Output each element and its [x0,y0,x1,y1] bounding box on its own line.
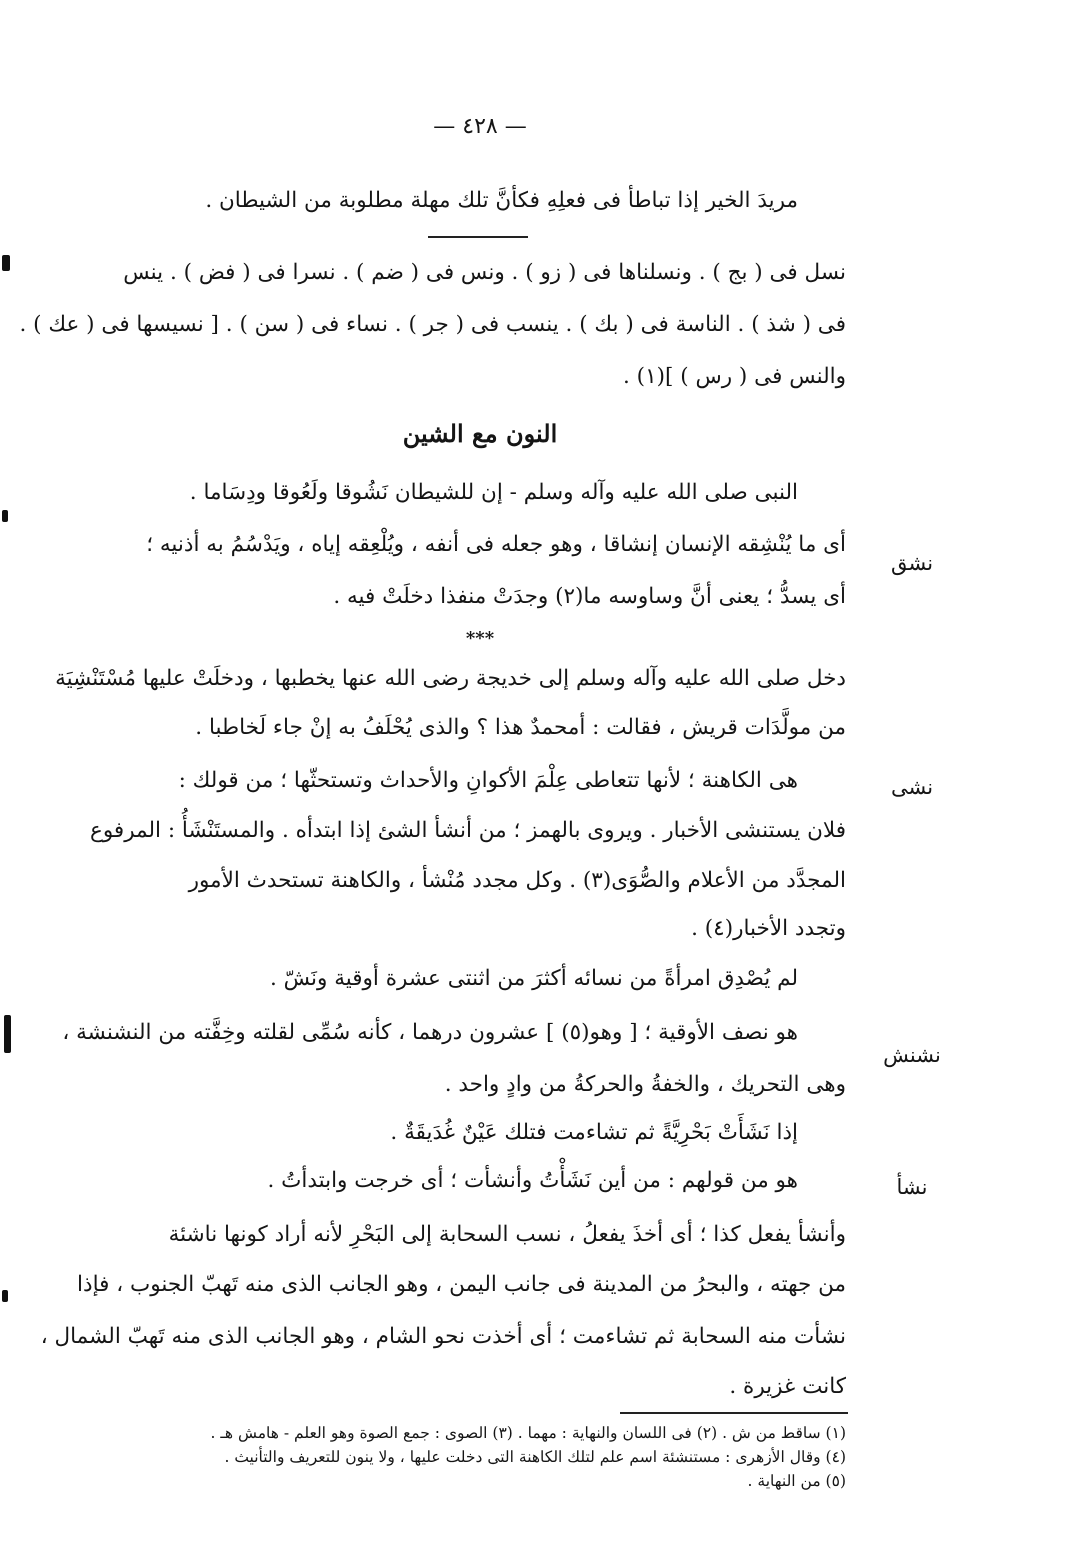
cross-ref-line: نسل فى ( بج ) . ونسلناها فى ( زو ) . ونس فى ( ضم ) . نسرا فى ( فض ) . ينس [123,260,846,285]
explanation-line: وهى التحريك ، والخفةُ والحركةُ من وادٍ واحد . [444,1072,846,1097]
cross-ref-line: والنس فى ( رس ) ](١) . [623,364,846,389]
hadith-text: من مولَّدَات قريش ، فقالت : أمحمدٌ هذا ؟ والذى يُحْلَفُ به إنْ جاء لَخاطبا . [195,715,846,740]
hadith-text: النبى صلى الله عليه وآله وسلم - إن للشيطان نَشُوقا ولَعُوقا ودِسَاما . [189,480,798,505]
footnote-rule [620,1412,848,1414]
margin-headword: نشأ [896,1175,928,1199]
scan-mark [2,255,10,271]
explanation-line: هو نصف الأوقية ؛ [ وهو(٥) ] عشرون درهما ، كأنه سُمِّى لقلته وخِفَّته من النشنشة ، [62,1020,798,1045]
explanation-line: المجدَّد من الأعلام والصُّوَى(٣) . وكل مجدد مُنْشأ ، والكاهنة تستحدث الأمور [188,868,846,893]
cross-ref-line: فى ( شذ ) . الناسة فى ( بك ) . ينسب فى ( جر ) . نساء فى ( سن ) . [ نسيسها فى ( عك ) . [19,312,846,337]
top-paragraph-line: مريدَ الخير إذا تباطأ فى فعلِهِ فكأنَّ تلك مهلة مطلوبة من الشيطان . [205,188,798,213]
explanation-line: وتجدد الأخبار(٤) . [691,916,846,941]
hadith-text: إذا نَشَأَتْ بَحْرِيَّةً ثم تشاءمت فتلك عَيْنٌ غُدَيقَةٌ . [390,1120,798,1145]
explanation-line: هى الكاهنة ؛ لأنها تتعاطى عِلْمَ الأكوانِ والأحداث وتستحثّها ؛ من قولك : [178,768,798,793]
explanation-line: من جهته ، والبحرُ من المدينة فى جانب اليمن ، وهو الجانب الذى منه تَهبّ الجنوب ، فإذا [77,1272,846,1297]
explanation-line: هو من قولهم : من أين نَشَأْتُ وأنشأت ؛ أى خرجت وابتدأتُ . [267,1168,798,1193]
footnote-line: (٥) من النهاية . [747,1472,846,1490]
scan-mark [2,510,8,522]
hadith-text: دخل صلى الله عليه وآله وسلم إلى خديجة رضى الله عنها يخطبها ، ودخلَتْ عليها مُسْتَنْشِيَة [55,666,846,691]
explanation-line: كانت غزيرة . [729,1374,846,1399]
footnote-line: (١) ساقط من ش . (٢) فى اللسان والنهاية : مهما . (٣) الصوى : جمع الصوة وهو العلم - هامش هـ . [210,1424,846,1442]
page-number: — ٤٢٨ — [433,114,527,139]
margin-headword: نشى [890,775,934,799]
margin-headword: نشنش [883,1043,941,1067]
section-heading: النون مع الشين [402,419,558,448]
explanation-line: أى ما يُنْشِقه الإنسان إنشاقا ، وهو جعله فى أنفه ، ويُلْعِقه إياه ، ويَدْسُمُ به أذنيه ؛ [146,532,846,557]
scan-mark [2,1290,8,1302]
explanation-line: أى يسدُّ ؛ يعنى أنَّ وساوسه ما(٢) وجدَتْ منفذا دخلَتْ فيه . [333,584,846,609]
section-divider [428,236,528,238]
separator-stars: *** [465,628,495,649]
footnote-line: (٤) وقال الأزهرى : مستنشئة اسم علم لتلك الكاهنة التى دخلت عليها ، ولا ينون للتعريف والتأنيث . [224,1448,846,1466]
scan-mark [4,1015,11,1053]
explanation-line: وأنشأ يفعل كذا ؛ أى أخذَ يفعلُ ، نسب السحابة إلى البَحْرِ لأنه أراد كونها ناشئة [168,1222,846,1247]
explanation-line: فلان يستنشى الأخبار . ويروى بالهمز ؛ من أنشأ الشئ إذا ابتدأه . والمستَنْشَأُ : المرفوع [89,818,846,843]
explanation-line: نشأت منه السحابة ثم تشاءمت ؛ أى أخذت نحو الشام ، وهو الجانب الذى منه تَهبّ الشمال ، [40,1324,846,1349]
margin-headword: نشق [890,551,934,575]
hadith-text: لم يُصْدِق امرأةً من نسائه أكثرَ من اثنتى عشرة أوقية ونَشّ . [269,966,798,991]
